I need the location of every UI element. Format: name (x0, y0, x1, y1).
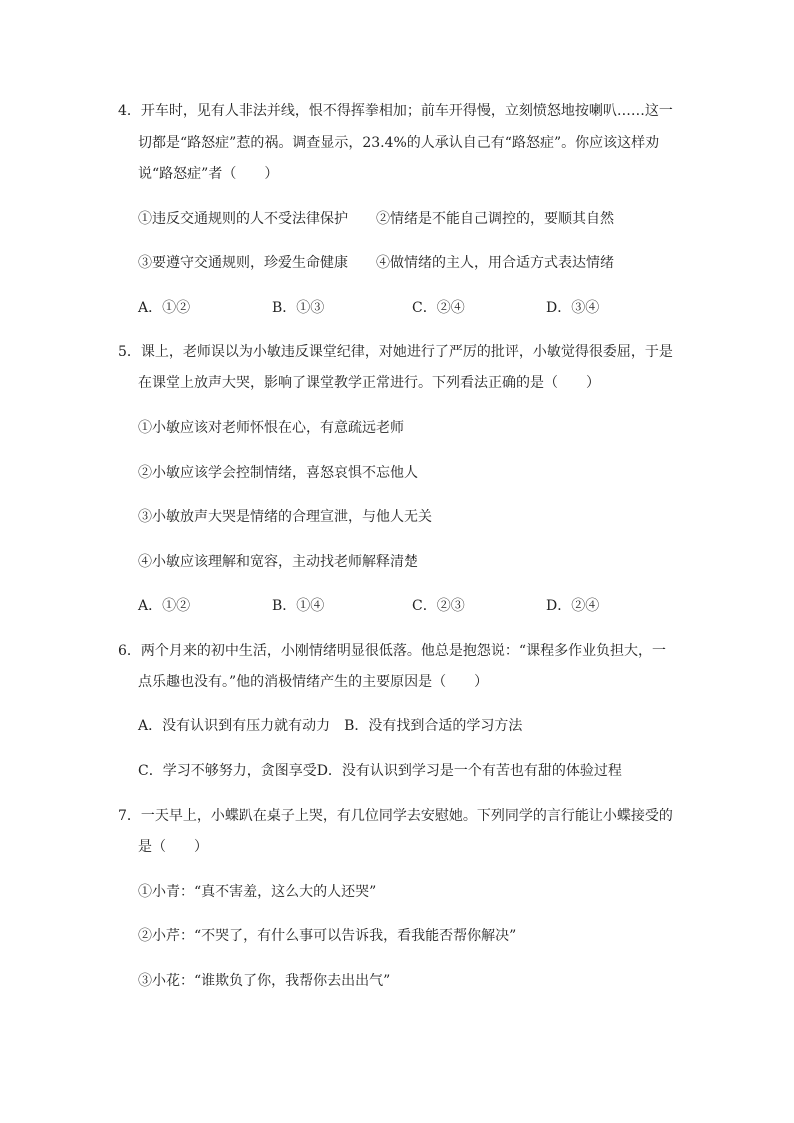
question-4-statement-1: ①违反交通规则的人不受法律保护 ②情绪是不能自己调控的，要顺其自然 (138, 211, 614, 227)
question-5-choice-b: B．①④ (272, 598, 325, 614)
question-5-statement-3: ③小敏放声大哭是情绪的合理宣泄，与他人无关 (138, 509, 432, 525)
question-4-choice-d: D．③④ (546, 300, 600, 316)
question-5-statement-4: ④小敏应该理解和宽容，主动找老师解释清楚 (138, 554, 418, 570)
question-5-choice-d: D．②④ (546, 598, 600, 614)
question-5-statement-1: ①小敏应该对老师怀恨在心，有意疏远老师 (138, 420, 404, 436)
question-4-line-1: 4．开车时，见有人非法并线，恨不得挥拳相加；前车开得慢，立刻愤怒地按喇叭……这一 (118, 103, 673, 119)
question-7-statement-3: ③小花：“谁欺负了你，我帮你去出出气” (138, 973, 391, 989)
question-6-line-2: 点乐趣也没有。”他的消极情绪产生的主要原因是（ ） (138, 674, 489, 690)
question-5-line-2: 在课堂上放声大哭，影响了课堂教学正常进行。下列看法正确的是（ ） (138, 375, 600, 391)
question-6-options-row-1: A．没有认识到有压力就有动力 B．没有找到合适的学习方法 (138, 718, 523, 734)
question-5-choice-c: C．②③ (412, 598, 465, 614)
question-7-line-2: 是（ ） (138, 839, 208, 855)
question-4-statement-2: ③要遵守交通规则，珍爱生命健康 ④做情绪的主人，用合适方式表达情绪 (138, 255, 614, 271)
question-7-line-1: 7．一天早上，小蝶趴在桌子上哭，有几位同学去安慰她。下列同学的言行能让小蝶接受的 (118, 808, 673, 824)
question-7-statement-1: ①小青：“真不害羞，这么大的人还哭” (138, 884, 377, 900)
question-4-line-2: 切都是“路怒症”惹的祸。调查显示，23.4%的人承认自己有“路怒症”。你应该这样劝 (138, 135, 660, 151)
question-6-line-1: 6．两个月来的初中生活，小刚情绪明显很低落。他总是抱怨说：“课程多作业负担大，一 (118, 643, 667, 659)
question-4-choice-a: A．①② (138, 300, 191, 316)
question-4-choice-c: C．②④ (412, 300, 465, 316)
question-4-choice-b: B．①③ (272, 300, 325, 316)
question-5-choice-a: A．①② (138, 598, 191, 614)
question-5-line-1: 5．课上，老师误以为小敏违反课堂纪律，对她进行了严厉的批评，小敏觉得很委屈，于是 (118, 344, 673, 360)
question-5-statement-2: ②小敏应该学会控制情绪，喜怒哀惧不忘他人 (138, 465, 418, 481)
question-7-statement-2: ②小芹：“不哭了，有什么事可以告诉我，看我能否帮你解决” (138, 928, 517, 944)
question-6-options-row-2: C．学习不够努力，贪图享受D．没有认识到学习是一个有苦也有甜的体验过程 (138, 763, 622, 779)
question-4-line-3: 说“路怒症”者（ ） (138, 166, 279, 182)
